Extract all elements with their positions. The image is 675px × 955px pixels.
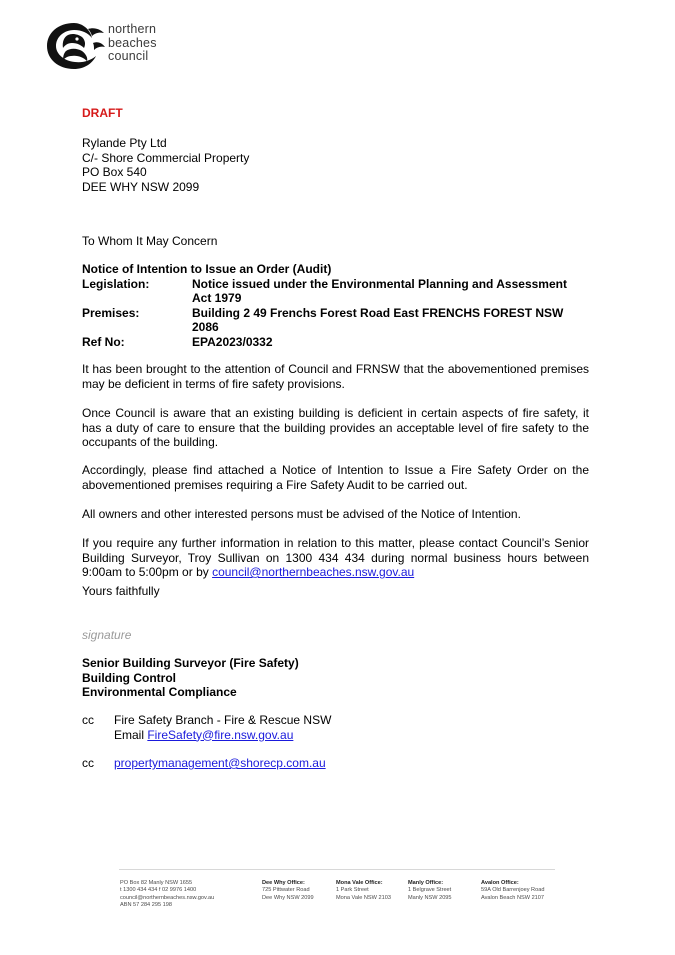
office-title: Manly Office:: [408, 880, 444, 886]
premises-value: Building 2 49 Frenchs Forest Road East FRENCHS FOREST NSW 2086: [192, 305, 564, 334]
signoff-unit: Environmental Compliance: [82, 685, 237, 699]
ref-row: [82, 335, 572, 350]
cc-recipient: Fire Safety Branch - Fire & Rescue NSW: [114, 713, 332, 727]
ref-label: Ref No:: [82, 334, 125, 349]
address-line-1: Rylande Pty Ltd: [82, 136, 167, 150]
signoff-title: Senior Building Surveyor (Fire Safety): [82, 656, 299, 670]
property-management-email-link[interactable]: propertymanagement@shorecp.com.au: [114, 756, 326, 770]
office-suburb: Manly NSW 2095: [408, 894, 452, 901]
council-wordmark: [108, 23, 157, 64]
closing: Yours faithfully: [82, 584, 160, 598]
office-street: 59A Old Barrenjoey Road: [481, 887, 545, 894]
office-street: 1 Belgrave Street: [408, 887, 452, 894]
footer-divider: [119, 869, 555, 870]
recipient-address: [82, 136, 249, 194]
footer-contact: [120, 880, 214, 910]
office-street: 725 Pittwater Road: [262, 887, 310, 894]
wordmark-line-2: beaches: [108, 35, 157, 50]
signoff-department: Building Control: [82, 670, 176, 685]
paragraph-5-text: If you require any further information in relation to this matter, please contact Council’s Senior Building Surveyor, Troy Sullivan on 1300 434 434 during normal business hours between 9:00am to 5:00pm or by: [82, 536, 589, 579]
notice-block: [82, 262, 572, 349]
cc-label: cc: [82, 756, 94, 770]
address-line-4: DEE WHY NSW 2099: [82, 179, 200, 194]
footer-dee-why-office: [262, 880, 314, 902]
office-title: Avalon Office:: [481, 880, 519, 886]
paragraph-2: Once Council is aware that an existing building is deficient in certain aspects of fire safety, it has a duty of care to ensure that the building provides an acceptable level of fire safety to the occupants of the building.: [82, 406, 589, 449]
footer-po-box: PO Box 82 Manly NSW 1655: [120, 880, 193, 886]
legislation-row: [82, 277, 572, 306]
cc-label: cc: [82, 713, 94, 727]
office-suburb: Avalon Beach NSW 2107: [481, 894, 545, 901]
premises-row: [82, 306, 572, 335]
draft-label: DRAFT: [82, 106, 123, 120]
legislation-label: Legislation:: [82, 276, 150, 291]
council-email-link[interactable]: council@northernbeaches.nsw.gov.au: [212, 565, 415, 579]
ref-value: EPA2023/0332: [192, 334, 273, 349]
wordmark-line-1: northern: [108, 22, 157, 36]
paragraph-1: It has been brought to the attention of Council and FRNSW that the abovementioned premises may be deficient in terms of fire safety provisions.: [82, 362, 589, 391]
footer-abn: ABN 57 284 295 198: [120, 902, 172, 909]
cc-email-prefix: Email: [114, 727, 148, 742]
signature-placeholder: signature: [82, 628, 132, 642]
cc-entry: [82, 713, 562, 743]
paragraph-5: [82, 536, 589, 580]
office-title: Mona Vale Office:: [336, 880, 383, 886]
fire-safety-email-link[interactable]: FireSafety@fire.nsw.gov.au: [147, 727, 294, 742]
office-street: 1 Park Street: [336, 887, 369, 894]
address-line-3: PO Box 540: [82, 165, 147, 179]
office-suburb: Mona Vale NSW 2103: [336, 894, 391, 901]
cc-body: [114, 713, 331, 742]
notice-title: Notice of Intention to Issue an Order (Audit): [82, 262, 332, 276]
legislation-value: Notice issued under the Environmental Planning and Assessment Act 1979: [192, 276, 567, 305]
cc-entry: [82, 756, 562, 771]
footer-email: council@northernbeaches.nsw.gov.au: [120, 894, 215, 901]
address-line-2: C/- Shore Commercial Property: [82, 150, 250, 165]
office-suburb: Dee Why NSW 2099: [262, 894, 314, 901]
office-title: Dee Why Office:: [262, 880, 305, 886]
paragraph-3: Accordingly, please find attached a Notice of Intention to Issue a Fire Safety Order on the abovementioned premises requiring a Fire Safety Audit to be carried out.: [82, 463, 589, 492]
footer-manly-office: [408, 880, 452, 902]
footer-phone: t 1300 434 434 f 02 9976 1400: [120, 887, 197, 894]
cc-email-line: [114, 728, 331, 743]
footer-avalon-office: [481, 880, 544, 902]
wordmark-line-3: council: [108, 49, 149, 63]
paragraph-4: All owners and other interested persons must be advised of the Notice of Intention.: [82, 507, 521, 521]
signoff-block: [82, 656, 299, 700]
footer-mona-vale-office: [336, 880, 391, 902]
salutation: To Whom It May Concern: [82, 234, 218, 248]
premises-label: Premises:: [82, 305, 140, 320]
cc-body: [114, 756, 326, 771]
council-logo-icon: [44, 21, 106, 71]
